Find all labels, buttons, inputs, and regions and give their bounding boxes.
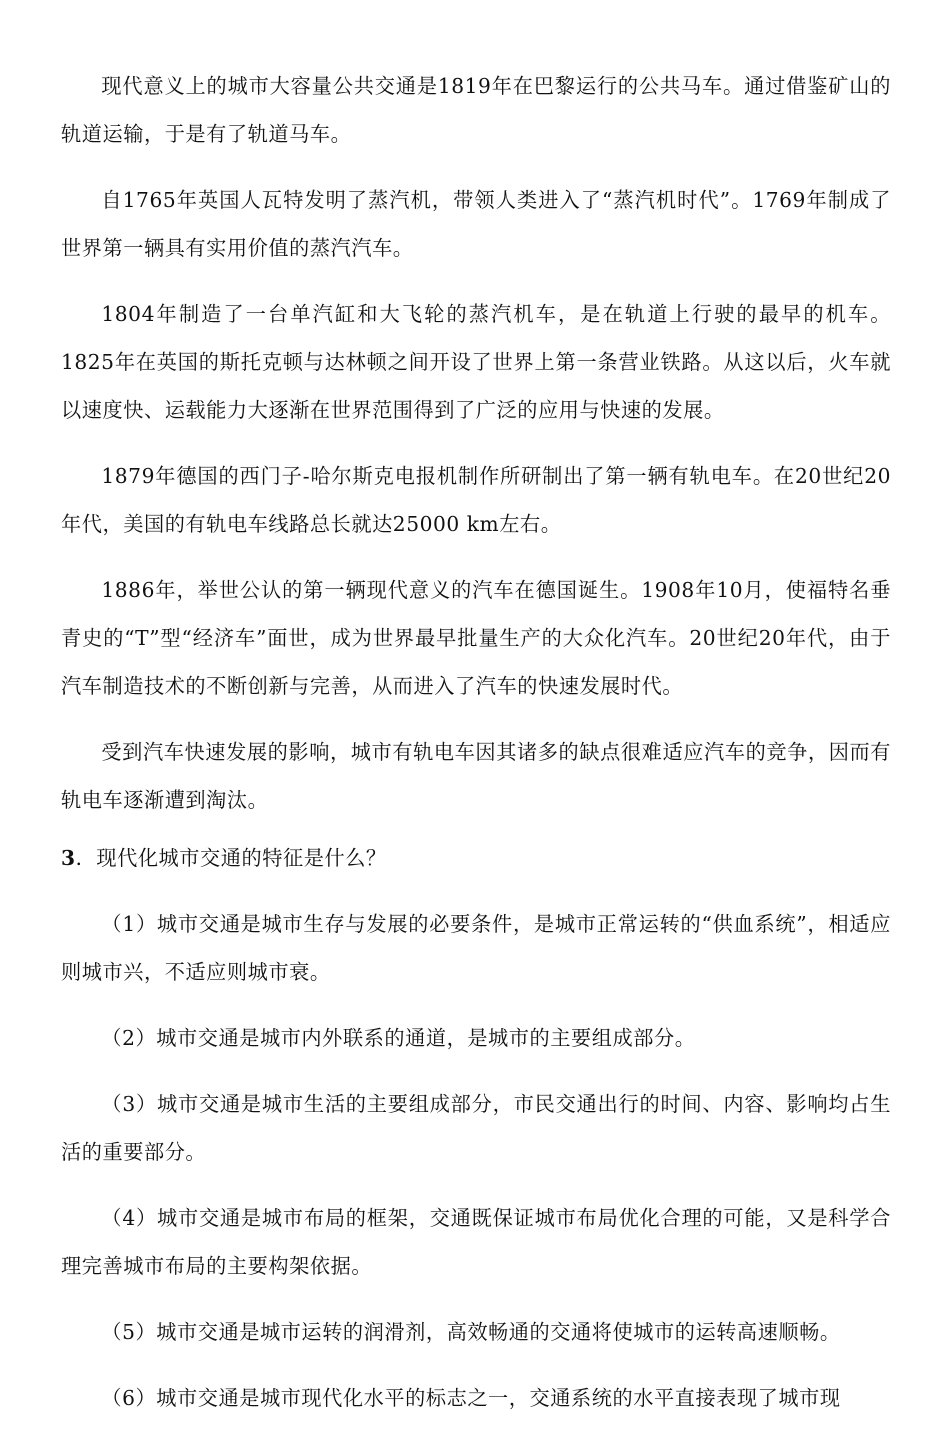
paragraph-steam-engine: 自1765年英国人瓦特发明了蒸汽机，带领人类进入了“蒸汽机时代”。1769年制成了世界第一辆具有实用价值的蒸汽汽车。 <box>61 188 891 260</box>
paragraph-steam-locomotive: 1804年制造了一台单汽缸和大飞轮的蒸汽机车，是在轨道上行驶的最早的机车。1825年在英国的斯托克顿与达林顿之间开设了世界上第一条营业铁路。从这以后，火车就以速度快、运载能力大逐渐在世界范围得到了广泛的应用与快速的发展。 <box>61 302 891 422</box>
document-page <box>61 62 891 1440</box>
paragraph-paris-omnibus: 现代意义上的城市大容量公共交通是1819年在巴黎运行的公共马车。通过借鉴矿山的轨道运输，于是有了轨道马车。 <box>61 74 891 146</box>
section-number: 3 <box>61 846 76 870</box>
paragraph-tram-decline: 受到汽车快速发展的影响，城市有轨电车因其诸多的缺点很难适应汽车的竞争，因而有轨电车逐渐遭到淘汰。 <box>61 740 891 812</box>
paragraph-automobile: 1886年，举世公认的第一辆现代意义的汽车在德国诞生。1908年10月，使福特名垂青史的“T”型“经济车”面世，成为世界最早批量生产的大众化汽车。20世纪20年代，由于汽车制造技术的不断创新与完善，从而进入了汽车的快速发展时代。 <box>61 578 891 698</box>
paragraph-tram: 1879年德国的西门子-哈尔斯克电报机制作所研制出了第一辆有轨电车。在20世纪20年代，美国的有轨电车线路总长就达25000 km左右。 <box>61 464 891 536</box>
feature-item-3: （3）城市交通是城市生活的主要组成部分，市民交通出行的时间、内容、影响均占生活的重要部分。 <box>61 1092 891 1164</box>
feature-item-6: （6）城市交通是城市现代化水平的标志之一，交通系统的水平直接表现了城市现 <box>101 1386 841 1410</box>
feature-item-4: （4）城市交通是城市布局的框架，交通既保证城市布局优化合理的可能，又是科学合理完善城市布局的主要构架依据。 <box>61 1206 891 1278</box>
feature-item-2: （2）城市交通是城市内外联系的通道，是城市的主要组成部分。 <box>101 1026 696 1050</box>
section-heading <box>61 834 891 882</box>
section-title: ．现代化城市交通的特征是什么？ <box>75 846 387 870</box>
feature-item-1: （1）城市交通是城市生存与发展的必要条件，是城市正常运转的“供血系统”，相适应则城市兴，不适应则城市衰。 <box>61 912 891 984</box>
feature-item-5: （5）城市交通是城市运转的润滑剂，高效畅通的交通将使城市的运转高速顺畅。 <box>101 1320 841 1344</box>
